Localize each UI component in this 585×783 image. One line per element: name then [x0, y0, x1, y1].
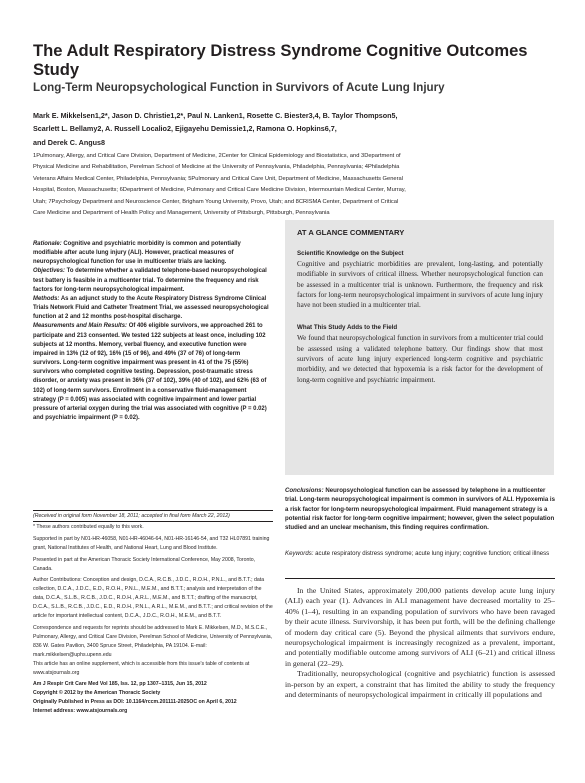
abstract: [33, 240, 269, 423]
glance-subheading: What This Study Adds to the Field: [297, 324, 398, 332]
keywords: [285, 549, 555, 558]
abstract-results: [33, 322, 269, 423]
affiliation-line: Care Medicine and Department of Health Policy and Management, University of Pittsburgh, Pittsburgh, Pennsylvania: [33, 210, 330, 217]
footnote-divider: [33, 510, 273, 511]
keywords-text: acute respiratory distress syndrome; acute lung injury; cognitive function; critical illness: [315, 550, 550, 557]
methods-text: As an adjunct study to the Acute Respiratory Distress Syndrome Clinical Trials Network Fluid and Catheter Treatment Trial, we assessed neuropsychological function at 2 and 12 months post-hospital discharge.: [33, 295, 269, 321]
abstract-conclusions: [285, 486, 555, 532]
correspondence-note: Correspondence and requests for reprints should be addressed to Mark E. Mikkelsen, M.D., M.S.C.E., Pulmonary, Allergy, and Critical Care Division, Perelman School of Medicine, University of Pennsylvania, 836 W. Gates Pavilion, 3400 Spruce Street, Philadelphia, PA 19104. E-mail: mark.mikkelsen@uphs.upenn.edu: [33, 624, 273, 658]
glance-paragraph: We found that neuropsychological function in survivors from a multicenter trial could be assessed using a validated telephone battery. Our findings show that most survivors of acute lung injury experienced long-term cognitive and psychiatric morbidity, and we detected that hypoxemia is a risk factor for the development of long-term cognitive and psychiatric impairment.: [297, 334, 543, 384]
affiliation-line: Hospital, Boston, Massachusetts; 6Department of Medicine, Pulmonary and Critical Care Medicine Division, Intermountain Medical Center, Murray,: [33, 187, 406, 194]
authors-line: and Derek C. Angus8: [33, 137, 106, 147]
journal-copyright: Copyright © 2012 by the American Thoracic Society: [33, 690, 161, 697]
objectives-label: Objectives:: [33, 268, 66, 275]
glance-paragraph: Cognitive and psychiatric morbidities are prevalent, long-lasting, and potentially modifiable in survivors of critical illness. Whether neuropsychological function can be assessed in a multicenter trial is unknown. Furthermore, the frequency and risk factors for long-term neuropsychological impairment in survivors of acute lung injury have not been studied in a multicenter trial.: [297, 260, 543, 310]
at-a-glance-box: [285, 220, 554, 475]
rationale-label: Rationale:: [33, 241, 62, 247]
journal-citation: Am J Respir Crit Care Med Vol 185, Iss. 12, pp 1307–1315, Jun 15, 2012: [33, 681, 207, 688]
authors-line: Mark E. Mikkelsen1,2*, Jason D. Christie1,2*, Paul N. Lanken1, Rosette C. Biester3,4, B. Taylor Thompson5,: [33, 111, 398, 120]
journal-doi: Originally Published in Press as DOI: 10.1164/rccm.201111-2025OC on April 6, 2012: [33, 699, 237, 706]
support-note: Supported in part by N01-HR-46058, N01-HR-46046-64, N01-HR-16146-54, and T32 HL07891 training grant, National Institutes of Health, and National Heart, Lung and Blood Institute.: [33, 535, 270, 551]
article-title: The Adult Respiratory Distress Syndrome Cognitive Outcomes Study: [33, 41, 528, 79]
objectives-text: To determine whether a validated telephone-based neuropsychological test battery is feasible in a multicenter trial. To determine the frequency and risk factors for long-term neuropsychological impairment.: [33, 268, 267, 293]
results-text: Of 406 eligible survivors, we approached 261 to participate and 213 consented. We tested 122 subjects at least once, including 102 subjects at 12 months. Memory, verbal fluency, and executive function were impaired in 13% (12 of 92), 16% (15 of 96), and 49% (37 of 76) of long-term survivors. Long-term cognitive impairment was present in 41 of the 75 (55%) survivors who completed cognitive testing. Depression, post-traumatic stress disorder, or anxiety was present in 36% (37 of 102), 39% (40 of 102), and 62% (63 of 102) of long-term survivors. Enrollment in a conservative fluid-management strategy (P = 0.005) was associated with cognitive impairment and lower partial pressure of arterial oxygen during the trial was associated with cognitive (P = 0.02) and psychiatric impairment (P = 0.02).: [33, 323, 267, 421]
body-text: [285, 586, 555, 700]
glance-subheading: Scientific Knowledge on the Subject: [297, 250, 404, 257]
contributions-note: Author Contributions: Conception and design, D.C.A., R.C.B., J.D.C., R.O.H., P.N.L., and B.T.T.; data collection, D.C.A., J.D.C., E.D., R.O.H., P.N.L., M.E.M., and B.T.T.; analysis and interpretation of the data, D.C.A., S.L.B., R.C.B., J.D.C., R.O.H., A.R.L., M.E.M., and B.T.T.; drafting of the manuscript, D.C.A., S.L.B., R.C.B., J.D.C., E.D., R.O.H., P.N.L., A.R.L., M.E.M., and B.T.T.; and critical revision of the article for important intellectual content, D.C.A., J.D.C., R.O.H., M.E.M., and B.T.T.: [33, 577, 273, 620]
affiliation-line: Physical Medicine and Rehabilitation, Perelman School of Medicine at the University of Pennsylvania, Philadelphia, Pennsylvania; 4Philadelphia: [33, 164, 400, 171]
conclusions-text: Neuropsychological function can be assessed by telephone in a multicenter trial. Long-term neuropsychological impairment is common in survivors of ALI. Hypoxemia is a risk factor for long-term neuropsychological impairment. Fluid management strategy is a potential risk factor for long-term cognitive impairment; however, given the select population studied and an unclear mechanism, this finding requires confirmation.: [285, 487, 555, 532]
affiliation-line: Utah; 7Psychology Department and Neuroscience Center, Brigham Young University, Provo, Utah; and 8CRISMA Center, Department of Critical: [33, 198, 399, 205]
supplement-note: This article has an online supplement, which is accessible from this issue's table of contents at www.atsjournals.org: [33, 660, 250, 676]
body-paragraph: In the United States, approximately 200,000 patients develop acute lung injury (ALI) each year (1). Advances in ALI management have decreased mortality to 25–40% (1–4), resulting in an expanding population of survivors who have been ravaged by their acute illness. Survivorship, it has been put forth, will be the defining challenge of modern day critical care (5). Beyond the physical ailments that survivors endure, neuropsychological impairment is increasingly recognized as a prevalent, important, and potentially modifiable outcome among survivors of ALI (6–21) and critical illness in general (22–29).: [285, 586, 555, 668]
keywords-label: Keywords:: [285, 550, 314, 557]
author-list: [33, 109, 553, 149]
footnote-divider: [33, 521, 273, 522]
affiliation-line: 1Pulmonary, Allergy, and Critical Care Division, Department of Medicine, 2Center for Clinical Epidemiology and Biostatistics, and 3Department of: [33, 153, 401, 159]
body-paragraph: Traditionally, neuropsychological (cognitive and psychiatric) function is assessed in-person by an expert, a constraint that has limited the ability to study the frequency and determinants of neuropsychological impairment in critically ill populations and: [285, 669, 555, 700]
conclusions-label: Conclusions:: [285, 487, 324, 494]
presented-note: Presented in part at the American Thoracic Society International Conference, May 2008, Toronto, Canada.: [33, 556, 256, 572]
results-label: Measurements and Main Results:: [33, 323, 128, 330]
glance-header: AT A GLANCE COMMENTARY: [297, 228, 405, 237]
authors-line: Scarlett L. Bellamy2, A. Russell Localio2, Ejigayehu Demissie1,2, Ramona O. Hopkins6,7,: [33, 124, 337, 134]
abstract-objectives: [33, 267, 269, 294]
abstract-rationale: [33, 240, 269, 267]
article-subtitle: Long-Term Neuropsychological Function in Survivors of Acute Lung Injury: [33, 81, 445, 94]
journal-url: Internet address: www.atsjournals.org: [33, 708, 128, 715]
keywords-divider: [285, 578, 555, 579]
footnotes: [33, 510, 273, 716]
spacer: [297, 239, 543, 248]
affiliations: [33, 151, 559, 219]
equal-contribution-note: * These authors contributed equally to this work.: [33, 523, 144, 530]
spacer: [297, 310, 543, 322]
methods-label: Methods:: [33, 295, 60, 302]
affiliation-line: Veterans Affairs Medical Center, Philadelphia, Pennsylvania; 5Pulmonary and Critical Care Unit, Department of Medicine, Massachusetts General: [33, 175, 403, 182]
abstract-methods: [33, 295, 269, 322]
rationale-text: Cognitive and psychiatric morbidity is common and potentially modifiable after acute lung injury (ALI). However, practical measures of neuropsychological function for use in multicenter trials are lacking.: [33, 241, 241, 266]
glance-content: [297, 227, 543, 385]
received-note: (Received in original form November 18, 2011; accepted in final form March 22, 2012): [33, 513, 230, 519]
